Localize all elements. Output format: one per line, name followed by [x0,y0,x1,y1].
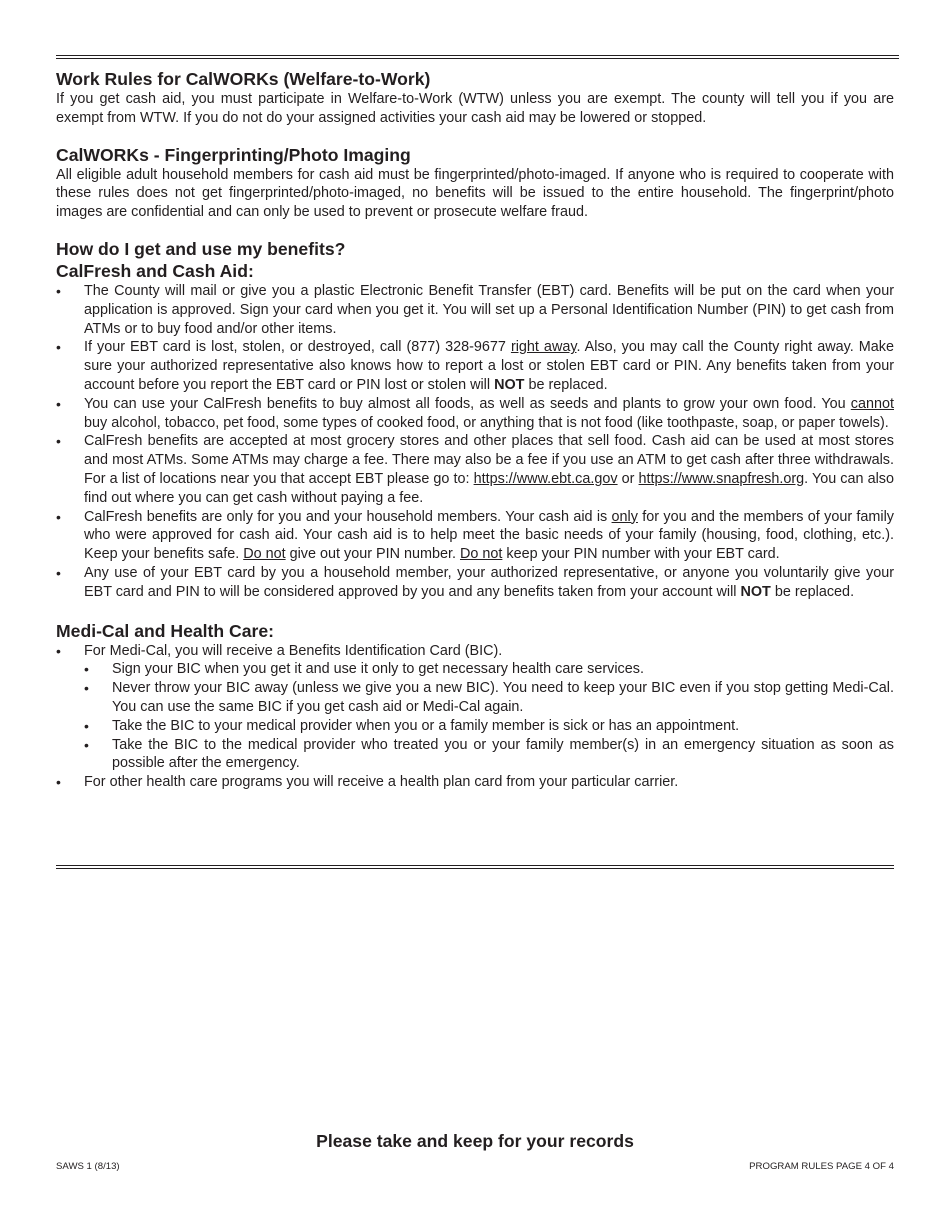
snapfresh-link[interactable]: https://www.snapfresh.org [638,470,805,487]
emphasis-bold: NOT [740,583,771,600]
medical-heading: Medi-Cal and Health Care: [56,620,275,641]
list-item: • Never throw your BIC away (unless we give you a new BIC). You need to keep your BIC even if you stop getting Medi-Cal. You can use the same BIC if you get cash aid or Medi-Cal again. [84,679,894,717]
ebt-link[interactable]: https://www.ebt.ca.gov [473,470,618,487]
emphasis-underline: cannot [850,395,894,412]
section-work-rules [56,68,894,128]
work-rules-text: If you get cash aid, you must participate in Welfare-to-Work (WTW) unless you are exempt. The county will tell you if you are exempt from WTW. If you do not do your assigned activities your cash aid may be lowered or stopped. [56,91,894,126]
list-item: • CalFresh benefits are only for you and your household members. Your cash aid is only for you and the members of your family who were approved for cash aid. Your cash aid is to help meet the basic needs of your family (housing, food, clothing, etc.). Keep your benefits safe. Do not give out your PIN number. Do not keep your PIN number with your EBT card. [56,508,894,564]
medical-sublist [84,660,894,773]
top-divider [56,55,899,59]
emphasis-underline: right away [510,339,577,356]
list-item: • Any use of your EBT card by you a household member, your authorized representative, or anyone you voluntarily give your EBT card and PIN to will be considered approved by you and any benefits taken from your account will NOT be replaced. [56,564,894,602]
form-id: SAWS 1 (8/13) [56,1161,120,1172]
medical-list [56,642,894,661]
section-medical [56,620,894,792]
benefits-list [56,282,894,602]
fingerprinting-text: All eligible adult household members for cash aid must be fingerprinted/photo-imaged. If anyone who is required to cooperate with these rules does not get fingerprinted/photo-imaged, no benefits will be issued to the entire household. The fingerprint/photo images are confidential and can only be used to prevent or prosecute welfare fraud. [56,166,894,221]
list-item: • Take the BIC to the medical provider who treated you or your family member(s) in an emergency situation as soon as possible after the emergency. [84,736,894,774]
section-fingerprinting [56,144,894,222]
document-body [56,68,894,808]
fingerprinting-heading: CalWORKs - Fingerprinting/Photo Imaging [56,144,411,165]
list-item: • The County will mail or give you a plastic Electronic Benefit Transfer (EBT) card. Benefits will be put on the card when your application is approved. Sign your card when you get it. You will set up a Personal Identification Number (PIN) to get cash from ATMs or to buy food and/or other items. [56,282,894,338]
list-item: • Sign your BIC when you get it and use it only to get necessary health care services. [84,660,894,679]
list-item: • For Medi-Cal, you will receive a Benefits Identification Card (BIC). [56,642,894,661]
calfresh-cash-aid-heading: CalFresh and Cash Aid: [56,260,254,281]
benefits-heading: How do I get and use my benefits? [56,238,346,259]
list-item: • Take the BIC to your medical provider when you or a family member is sick or has an appointment. [84,717,894,736]
page-number: PROGRAM RULES PAGE 4 OF 4 [749,1161,894,1172]
list-item: • CalFresh benefits are accepted at most grocery stores and other places that sell food. Cash aid can be used at most stores and most ATMs. Some ATMs may charge a fee. There may also be a fee if you use an ATM to get cash after three withdrawals. For a list of locations near you that accept EBT please go to: https://www.ebt.ca.gov or https://www.snapfresh.org. You can also find out where you can get cash without paying a fee. [56,432,894,507]
work-rules-heading: Work Rules for CalWORKs (Welfare-to-Work) [56,69,431,89]
section-benefits [56,238,894,602]
list-item: • For other health care programs you will receive a health plan card from your particular carrier. [56,773,894,792]
medical-list-2 [56,773,894,792]
emphasis-bold: NOT [494,376,525,393]
keep-records-notice: Please take and keep for your records [316,1131,634,1151]
list-item: • You can use your CalFresh benefits to buy almost all foods, as well as seeds and plants to grow your own food. You cannot buy alcohol, tobacco, pet food, some types of cooked food, or anything that is not food (like toothpaste, soap, or paper towels). [56,395,894,433]
list-item: • If your EBT card is lost, stolen, or destroyed, call (877) 328-9677 right away. Also, you may call the County right away. Make sure your authorized representative also knows how to report a lost or stolen EBT card or PIN. Any benefits taken from your account before you report the EBT card or PIN lost or stolen will NOT be replaced. [56,338,894,394]
bottom-divider [56,865,894,869]
